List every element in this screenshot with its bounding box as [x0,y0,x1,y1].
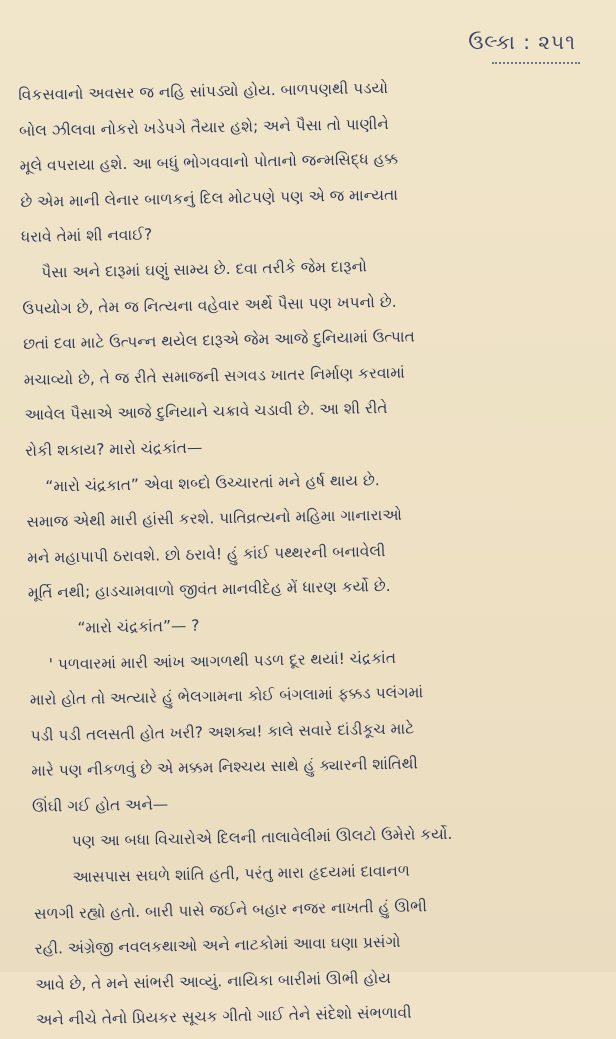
text-line: મારો હોત તો અત્યારે હું ભેલગામના કોઈ બંગલામાં ફક્કડ પલંગમાં [29,683,424,709]
text-line: મને મહાપાપી ઠરાવશે. છો ઠરાવે! હું કાંઈ પથ્થરની બનાવેલી [27,541,386,567]
text-line: અને નીચે તેનો પ્રિયકર સૂચક ગીતો ગાઈ તેને સંદેશો સંભળાવી [35,1004,412,1030]
text-line: આસપાસ સઘળે શાંતિ હતી, પરંતુ મારા હૃદયમાં દાવાનળ [33,861,410,887]
text-line: આવેલ પૈસાએ આજે દુનિયાને ચક્રાવે ચડાવી છે. આ શી રીતે [24,399,388,425]
text-line: મૂર્તિ નથી; હાડચામવાળો જીવંત માનવીદેહ મેં ધારણ કર્યો છે. [27,577,391,603]
text-line: ઊંઘી ગઈ હોત અને— [31,795,169,816]
body-text [18,67,616,1039]
text-line: પૈસા અને દારૂમાં ઘણું સામ્ય છે. દવા તરીકે જેમ દારૂનો [21,257,367,282]
running-header: ઉલ્કા : ૨૫૧ [468,30,576,54]
text-line: “મારો ચંદ્રકાત” એવા શબ્દો ઉચ્ચારતાં મને હર્ષ થાય છે. [25,470,380,496]
text-line: મૂલે વપરાયા હશે. આ બધું ભોગવવાનો પોતાનો જન્મસિદ્ધ હક્ક [19,149,399,176]
text-line: ધરાવે તેમાં શી નવાઈ? [20,225,153,247]
text-line: મારે પણ નીકળવું છે એ મક્કમ નિશ્ચય સાથે હું ક્યારની શાંતિથી [31,754,419,781]
text-line: મચાવ્યો છે, તે જ રીતે સમાજની સગવડ ખાતર નિર્માણ કરવામાં [23,363,406,389]
text-line: ' પળવારમાં મારી આંખ આગળથી પડળ દૂર થયાં! ચંદ્રકાંત [29,648,397,674]
text-line: રોકી શકાય? મારો ચંદ્રકાંત— [24,438,203,460]
text-line: રહી. અંગ્રેજી નવલકથાઓ અને નાટકોમાં આવા ઘણા પ્રસંગો [34,933,401,959]
text-line: “મારો ચંદ્રકાંત”— ? [28,616,200,638]
text-line: આવે છે, તે મને સાંભરી આવ્યું. નાયિકા બારીમાં ઊભી હોય [35,968,392,994]
header-underline [492,58,580,64]
text-line: ઉપયોગ છે, તેમ જ નિત્યના વહેવાર અર્થે પૈસા પણ ખપનો છે. [22,292,397,318]
text-line: છતાં દવા માટે ઉત્પન્ન થયેલ દારૂએ જેમ આજે દુનિયામાં ઉત્પાત [22,327,415,354]
text-line: બોલ ઝીલવા નોકરો ખડેપગે તૈયાર હશે; અને પૈસા તો પાણીને [18,114,389,140]
text-line: વિકસવાનો અવસર જ નહિ સાંપડ્યો હોય. બાળપણથી પડયો [18,78,389,104]
text-line: પણ આ બધા વિચારોએ દિલની તાલાવેલીમાં ઊલટો ઉમેરો કર્યો. [32,825,453,852]
text-line: પડી પડી તલસતી હોત ખરી? અશક્ય! કાલે સવારે દાંડીકૂચ માટે [30,719,415,745]
text-line: સમાજ એથી મારી હાંસી કરશે. પાતિવ્રત્યનો મહિમા ગાનારાઓ [26,505,403,532]
text-line: સળગી રહ્યો હતો. બારી પાસે જઈને બહાર નજર નાખતી હું ઊભી [33,896,428,923]
text-line: છે એમ માની લેનાર બાળકનું દિલ મોટપણે પણ એ જ માન્યતા [20,185,399,211]
